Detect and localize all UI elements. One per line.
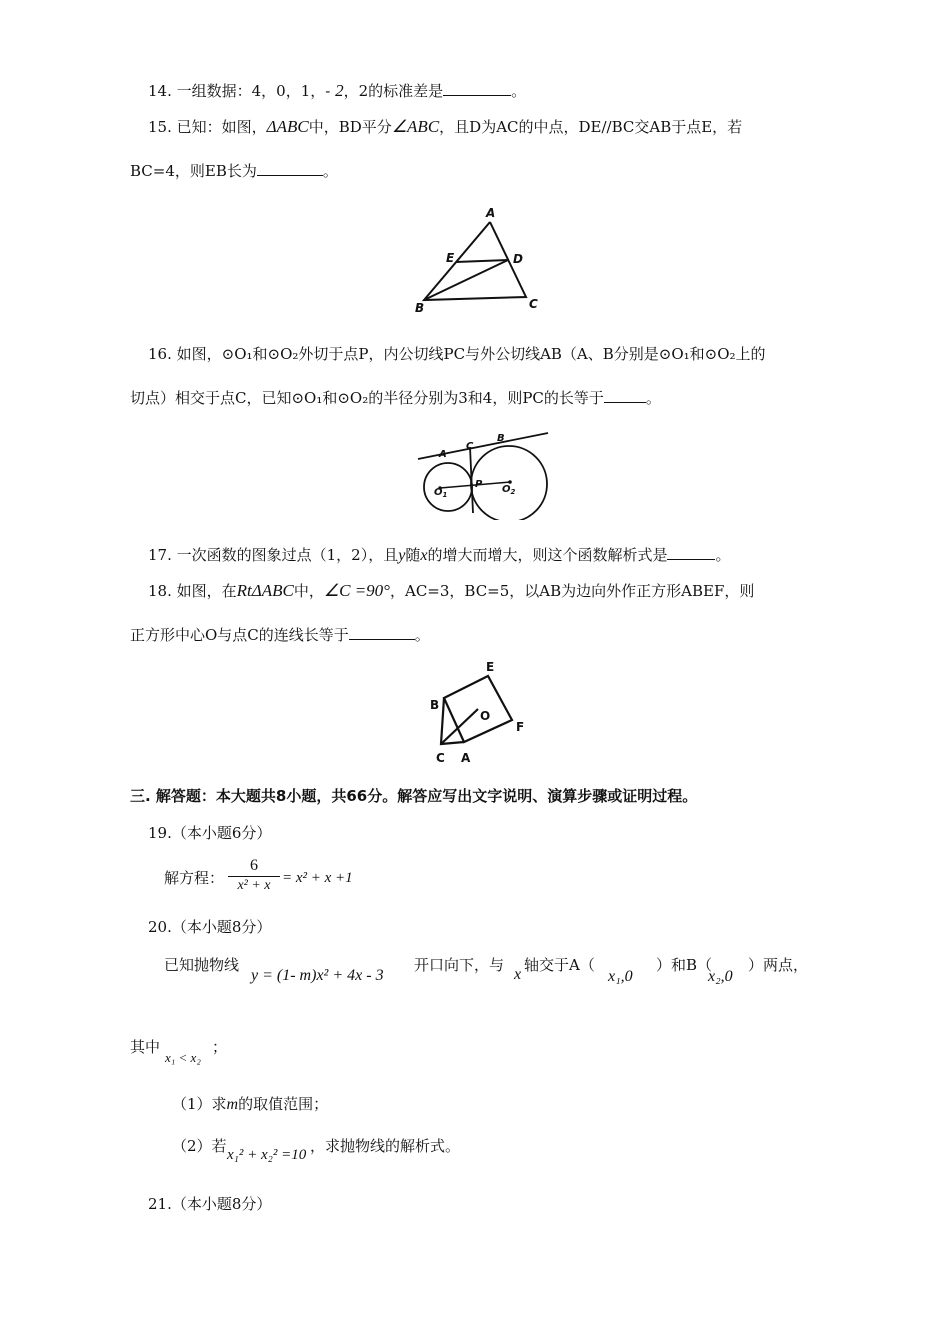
q18-triangle-bca bbox=[441, 698, 464, 744]
q15-segment-bd bbox=[424, 260, 508, 300]
q18-label-f: F bbox=[516, 720, 525, 734]
q20-point-a: x₁,0 bbox=[608, 968, 633, 985]
q18-line2 bbox=[130, 624, 430, 646]
q20-part1 bbox=[172, 1093, 328, 1116]
q16-label-o2: $O_2$ bbox=[502, 484, 516, 496]
q16-line1 bbox=[148, 343, 766, 365]
q17-end: 。 bbox=[715, 546, 731, 564]
q16-line2 bbox=[130, 387, 661, 409]
q16-text-line2: 切点）相交于点C，已知⊙O₁和⊙O₂的半径分别为3和4，则PC的长等于 bbox=[130, 389, 604, 407]
q17-number: 17. bbox=[148, 546, 172, 564]
q20-var-m: m bbox=[226, 1096, 239, 1113]
q20-text-d: ）和B（ bbox=[656, 956, 713, 974]
q14-line bbox=[148, 80, 526, 102]
q14-text-b: ，2的标准差是 bbox=[343, 82, 444, 100]
q14-two: 2 bbox=[335, 81, 344, 100]
q18-label-b: B bbox=[430, 698, 440, 712]
q20-text-a: 已知抛物线 bbox=[164, 956, 240, 974]
q16-label-b: B bbox=[497, 433, 505, 444]
q17-line bbox=[148, 544, 731, 567]
q17-text-a: 一次函数的图象过点（1，2），且 bbox=[176, 546, 399, 564]
q20-line2-b: ； bbox=[212, 1038, 228, 1056]
q18-label-c: C bbox=[436, 751, 445, 765]
q19-rhs: = x² + x +1 bbox=[282, 870, 353, 886]
q14-answer-blank bbox=[443, 81, 511, 96]
q19-denominator: x² + x bbox=[228, 876, 280, 895]
q16-label-c: C bbox=[466, 441, 474, 452]
q20-condition: x₁ < x₂ bbox=[165, 1050, 201, 1065]
q16-end: 。 bbox=[645, 389, 661, 407]
q17-text-b: 随 bbox=[405, 546, 421, 564]
q20-equation: y = (1- m)x² + 4x - 3 bbox=[251, 967, 384, 984]
q17-text-c: 的增大而增大，则这个函数解析式是 bbox=[427, 546, 668, 564]
q15-label-e: E bbox=[446, 251, 455, 265]
q17-var-x: x bbox=[420, 547, 428, 564]
q20-part2-a: （2）若 bbox=[172, 1137, 227, 1155]
q18-angle: ∠C =90° bbox=[323, 581, 390, 600]
q15-number: 15. bbox=[148, 118, 172, 136]
q16-label-a: A bbox=[439, 449, 447, 460]
q17-var-y: y bbox=[398, 547, 406, 564]
q18-figure bbox=[420, 654, 535, 769]
q19-heading: 19.（本小题6分） bbox=[148, 824, 272, 842]
q15-text-a: 已知：如图， bbox=[176, 118, 267, 136]
q20-line2-a: 其中 bbox=[130, 1038, 161, 1056]
q15-line2 bbox=[130, 160, 338, 182]
q19-label: 解方程： bbox=[164, 869, 225, 887]
q19-fraction bbox=[228, 857, 280, 895]
q18-label-a: A bbox=[461, 751, 471, 765]
q15-text-c: ，且D为AC的中点，DE//BC交AB于点E，若 bbox=[439, 118, 743, 136]
q14-text-a: 一组数据：4，0，1， bbox=[176, 82, 326, 100]
q19-numerator: 6 bbox=[250, 857, 258, 874]
q18-number: 18. bbox=[148, 582, 172, 600]
q16-number: 16. bbox=[148, 345, 172, 363]
q18-text-c: ，AC=3，BC=5，以AB为边向外作正方形ABEF，则 bbox=[389, 582, 755, 600]
q20-part2-b: ，求抛物线的解析式。 bbox=[310, 1137, 461, 1155]
q16-text-line1: 如图，⊙O₁和⊙O₂外切于点P，内公切线PC与外公切线AB（A、B分别是⊙O₁和⊙O₂上的 bbox=[176, 345, 766, 363]
q21-heading: 21.（本小题8分） bbox=[148, 1195, 272, 1213]
q14-minus: - bbox=[325, 82, 336, 100]
q15-line2-text: BC=4，则EB长为 bbox=[130, 162, 257, 180]
q16-label-o1: $O_1$ bbox=[434, 487, 448, 499]
q15-label-b: B bbox=[415, 301, 425, 315]
q18-rt-triangle: RtΔABC bbox=[236, 581, 294, 600]
q15-text-b: 中，BD平分 bbox=[308, 118, 392, 136]
q15-label-c: C bbox=[529, 297, 538, 311]
q20-part2-equation: x₁² + x₂² =10 bbox=[227, 1147, 307, 1163]
q16-figure bbox=[410, 425, 555, 520]
q15-figure bbox=[400, 200, 550, 315]
q20-var-x: x bbox=[514, 966, 522, 983]
q15-answer-blank bbox=[257, 161, 323, 176]
q18-line1 bbox=[148, 580, 754, 602]
q18-text-b: 中， bbox=[293, 582, 324, 600]
q15-angle: ∠ABC bbox=[391, 117, 440, 136]
q15-label-d: D bbox=[513, 252, 523, 266]
q20-part1-b: 的取值范围； bbox=[238, 1095, 329, 1113]
q18-text-a: 如图，在 bbox=[176, 582, 237, 600]
q18-end: 。 bbox=[414, 626, 430, 644]
q14-end: 。 bbox=[511, 82, 527, 100]
q20-text-e: ）两点， bbox=[748, 956, 809, 974]
q20-text-b: 开口向下，与 bbox=[414, 956, 505, 974]
q17-answer-blank bbox=[667, 545, 715, 560]
q15-triangle: ΔABC bbox=[266, 117, 309, 136]
q20-point-b: x₂,0 bbox=[708, 968, 733, 985]
section-3-heading: 三. 解答题：本大题共8小题，共66分。解答应写出文字说明、演算步骤或证明过程。 bbox=[130, 787, 698, 805]
q18-line2-text: 正方形中心O与点C的连线长等于 bbox=[130, 626, 349, 644]
q16-label-p: P bbox=[475, 479, 483, 490]
q16-answer-blank bbox=[604, 388, 646, 403]
q20-part1-a: （1）求 bbox=[172, 1095, 227, 1113]
q15-line1 bbox=[148, 116, 742, 138]
q14-number: 14. bbox=[148, 82, 172, 100]
q18-label-e: E bbox=[486, 660, 495, 674]
q20-heading: 20.（本小题8分） bbox=[148, 918, 272, 936]
q18-label-o: O bbox=[480, 709, 491, 723]
q15-segment-de bbox=[456, 260, 508, 262]
q20-text-c: 轴交于A（ bbox=[524, 956, 595, 974]
q15-label-a: A bbox=[486, 206, 496, 220]
q18-answer-blank bbox=[349, 625, 415, 640]
q15-end: 。 bbox=[322, 162, 338, 180]
